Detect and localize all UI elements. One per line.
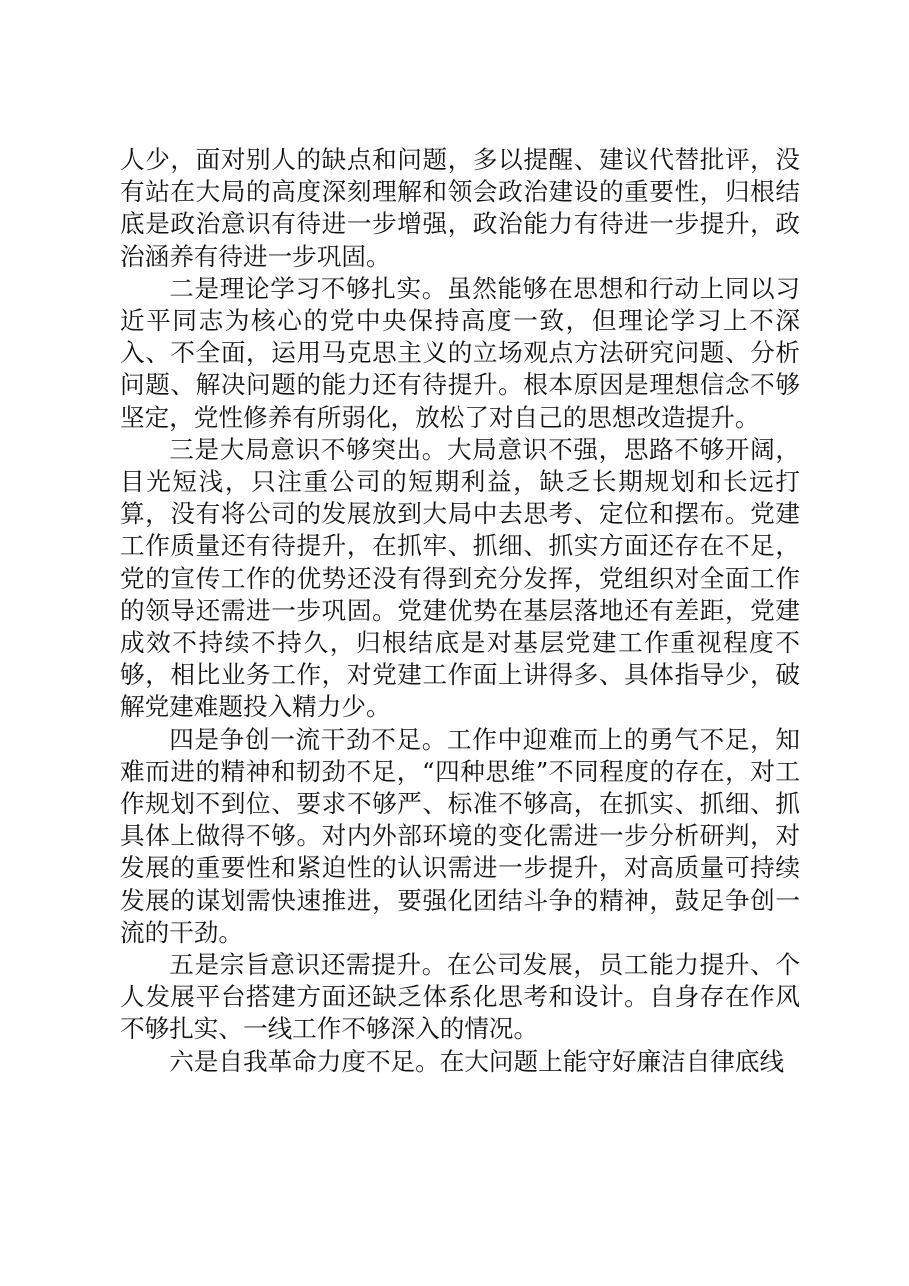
paragraph-purpose-awareness: 五是宗旨意识还需提升。在公司发展，员工能力提升、个人发展平台搭建方面还缺乏体系化思考和设计。自身存在作风不够扎实、一线工作不够深入的情况。: [120, 950, 800, 1044]
paragraph-continuation: 人少，面对别人的缺点和问题，多以提醒、建议代替批评，没有站在大局的高度深刻理解和领会政治建设的重要性，归根结底是政治意识有待进一步增强，政治能力有待进一步提升，政治涵养有待进一步巩固。: [120, 145, 800, 271]
paragraph-striving-first-class: 四是争创一流干劲不足。工作中迎难而上的勇气不足，知难而进的精神和韧劲不足，“四种思维”不同程度的存在，对工作规划不到位、要求不够严、标准不够高，在抓实、抓细、抓具体上做得不够。对内外部环境的变化需进一步分析研判，对发展的重要性和紧迫性的认识需进一步提升，对高质量可持续发展的谋划需快速推进，要强化团结斗争的精神，鼓足争创一流的干劲。: [120, 724, 800, 947]
paragraph-theory-study: 二是理论学习不够扎实。虽然能够在思想和行动上同以习近平同志为核心的党中央保持高度一致，但理论学习上不深入、不全面，运用马克思主义的立场观点方法研究问题、分析问题、解决问题的能力还有待提升。根本原因是理想信念不够坚定，党性修养有所弱化，放松了对自己的思想改造提升。: [120, 273, 800, 432]
document-page: [120, 144, 800, 1078]
paragraph-overall-awareness: 三是大局意识不够突出。大局意识不强，思路不够开阔，目光短浅，只注重公司的短期利益，缺乏长期规划和长远打算，没有将公司的发展放到大局中去思考、定位和摆布。党建工作质量还有待提升，在抓牢、抓细、抓实方面还存在不足，党的宣传工作的优势还没有得到充分发挥，党组织对全面工作的领导还需进一步巩固。党建优势在基层落地还有差距，党建成效不持续不持久，归根结底是对基层党建工作重视程度不够，相比业务工作，对党建工作面上讲得多、具体指导少，破解党建难题投入精力少。: [120, 434, 800, 722]
paragraph-self-revolution: 六是自我革命力度不足。在大问题上能守好廉洁自律底线: [169, 1046, 785, 1076]
